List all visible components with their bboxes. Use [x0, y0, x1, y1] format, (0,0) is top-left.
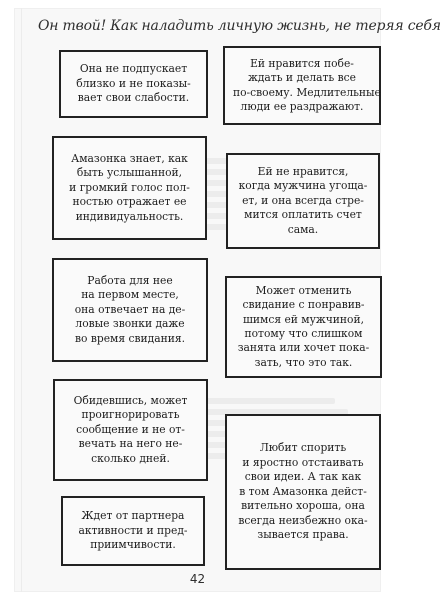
right-callout-1-text: Ей нравится побе- ждать и делать все по-своему. Медлительные люди ее раздражают.: [233, 56, 381, 113]
right-callout-3-text: Может отменить свидание с понравив- шимся ей мужчиной, потому что слишком занята или хочет пока- зать, что это так.: [237, 283, 370, 369]
left-callout-4: [53, 379, 208, 481]
left-callout-4-text: Обидевшись, может проигнорировать сообщение и не от- вечать на него не- сколько дней.: [73, 393, 188, 465]
page-number: 42: [189, 572, 206, 586]
left-callout-5-text: Ждет от партнера активности и пред- приимчивости.: [78, 509, 188, 552]
left-callout-2-text: Амазонка знает, как быть услышанной, и громкий голос пол- ностью отражает ее индивидуальность.: [69, 151, 190, 223]
right-callout-2-text: Ей не нравится, когда мужчина угоща- ет, и она всегда стре- мится оплатить счет сама.: [238, 164, 368, 236]
left-callout-3-text: Работа для нее на первом месте, она отвечает на де- ловые звонки даже во время свидания.: [74, 273, 186, 345]
right-callout-2: [226, 153, 380, 249]
right-callout-1: [223, 46, 381, 125]
right-callout-4-text: Любит спорить и яростно отстаивать свои идеи. А так как в том Амазонка дейст- вительно хороша, она всегда неизбежно ока- зывается права.: [238, 441, 368, 542]
left-callout-1: [59, 50, 208, 118]
left-callout-5: [61, 496, 205, 566]
left-callout-1-text: Она не подпускает близко и не показы- вает свои слабости.: [76, 62, 191, 105]
right-callout-4: [225, 414, 381, 570]
left-callout-3: [52, 258, 208, 362]
right-callout-3: [225, 276, 382, 378]
running-header: Он твой! Как наладить личную жизнь, не теряя себя: [38, 18, 441, 34]
book-page: [14, 8, 441, 592]
left-callout-2: [52, 136, 207, 240]
